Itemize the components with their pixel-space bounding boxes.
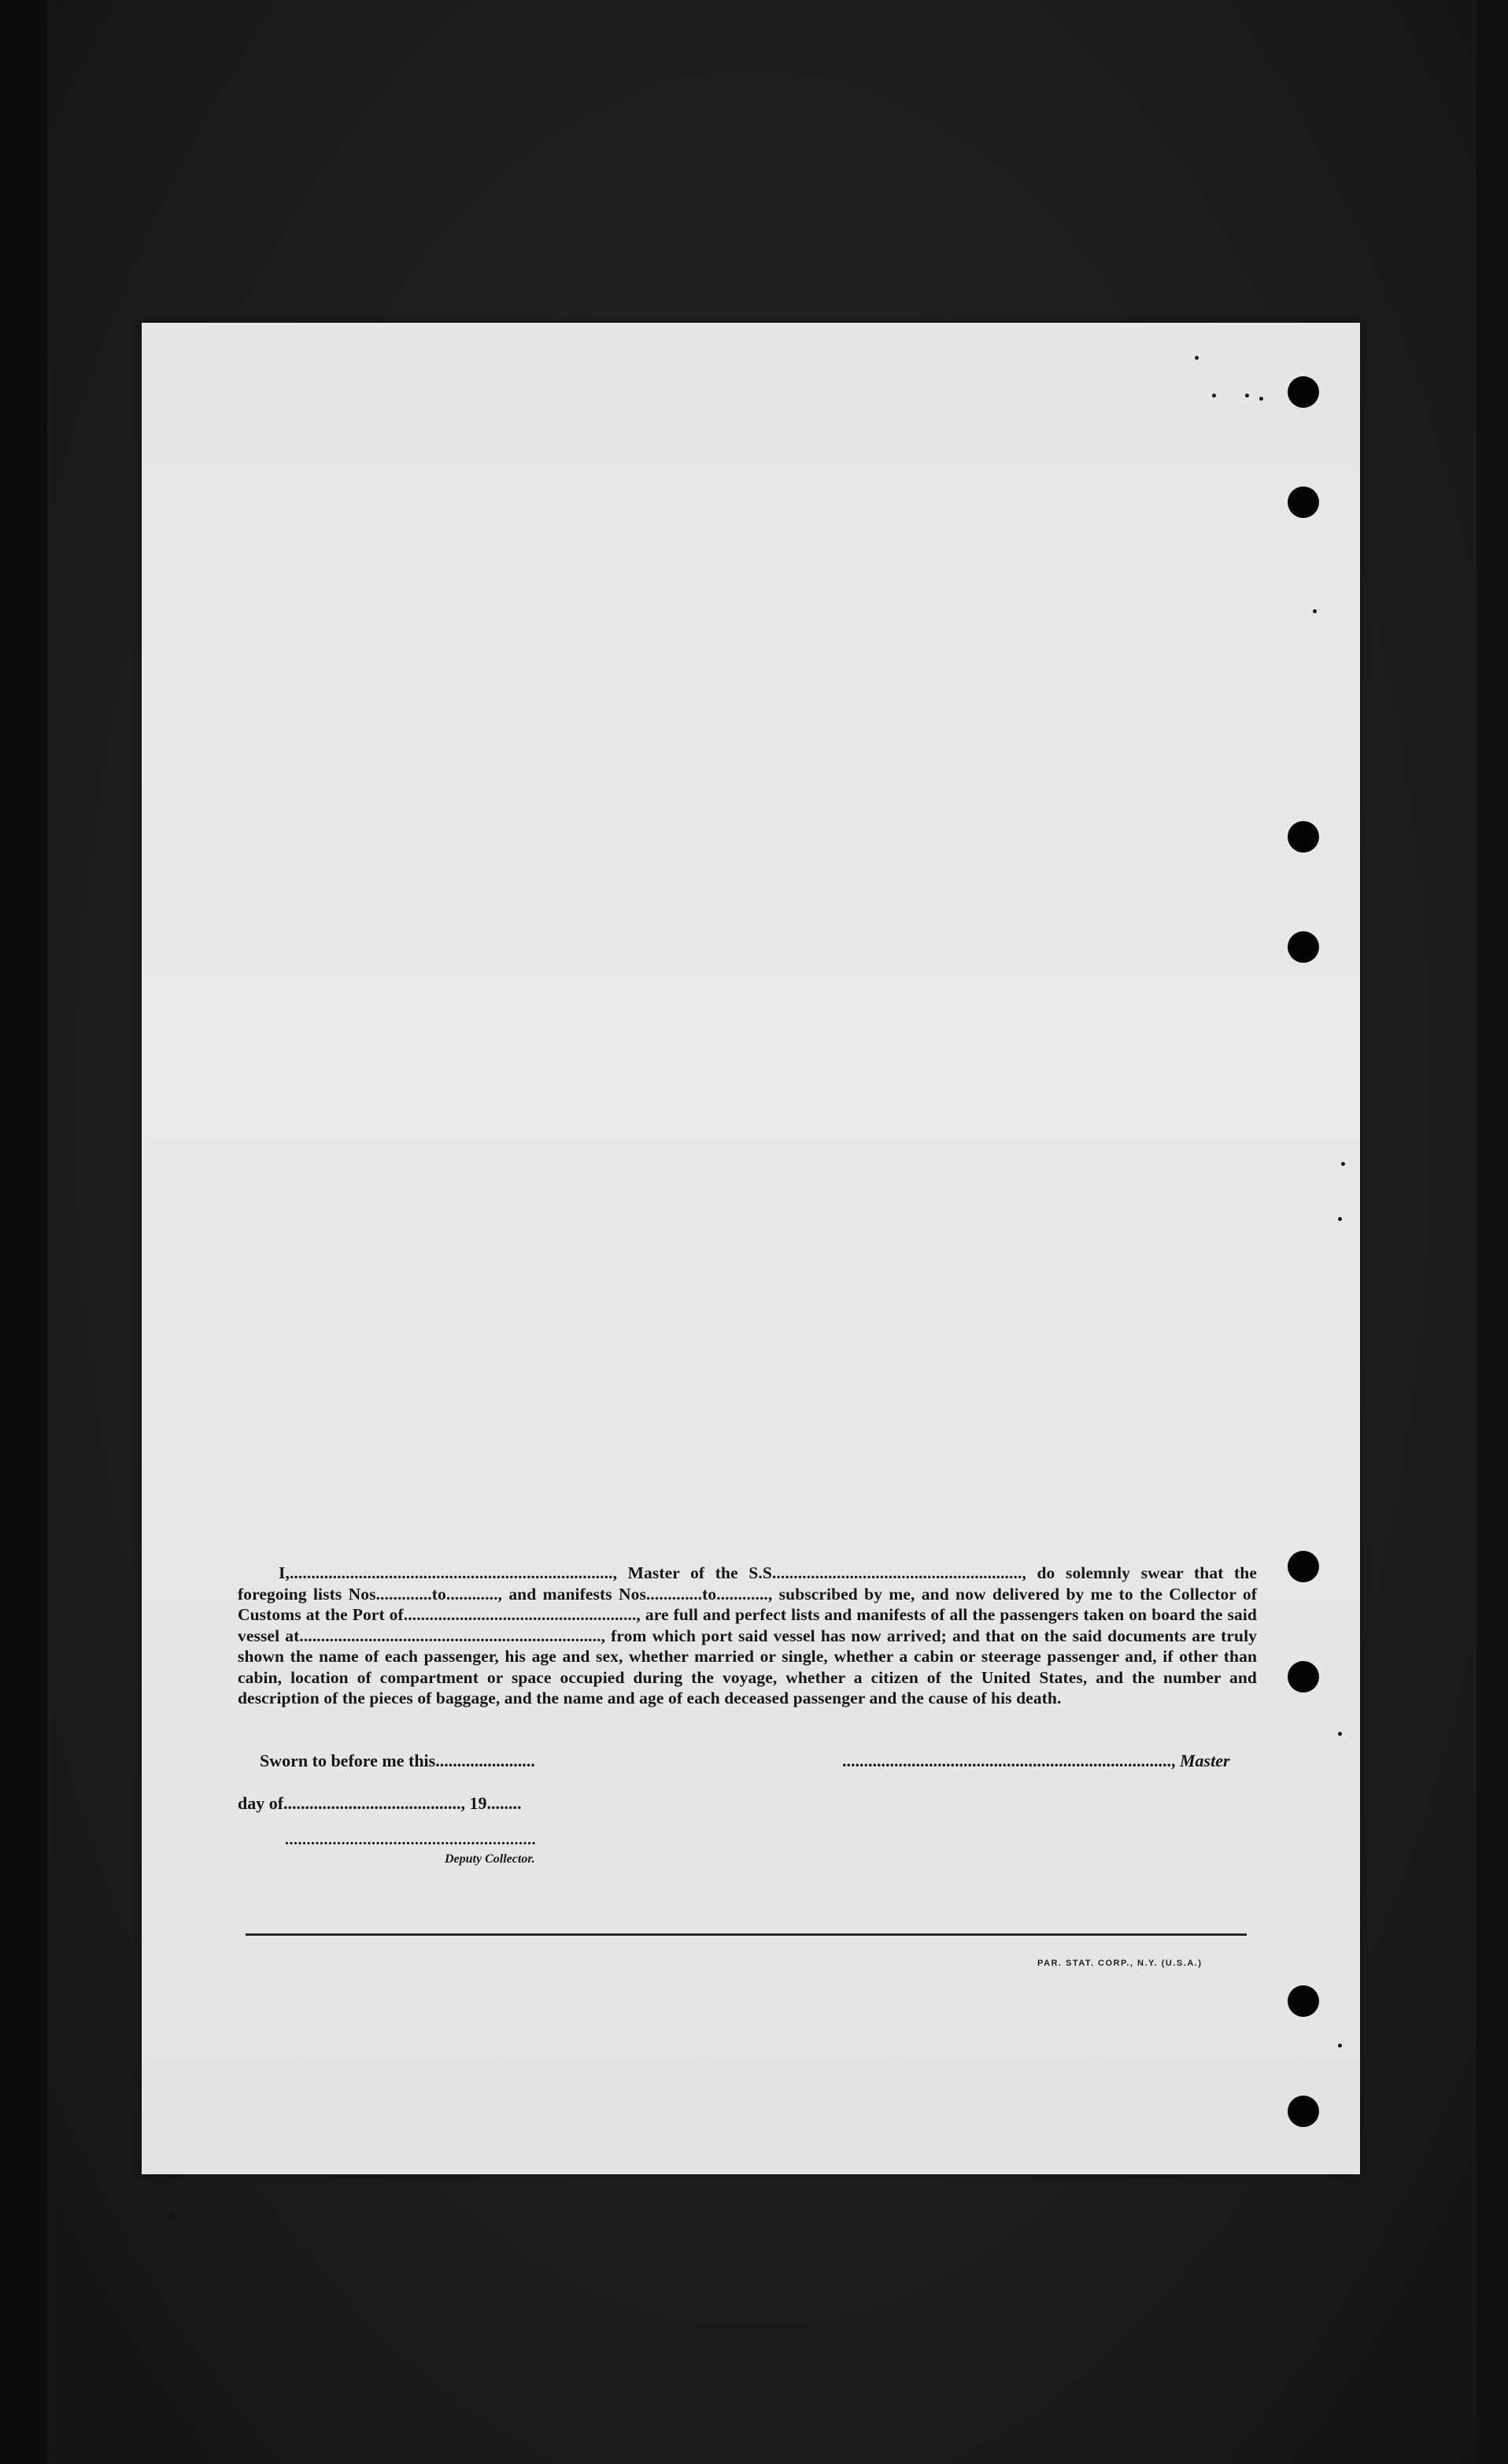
- master-signature-line: [842, 1751, 1230, 1771]
- dust-speck: [1338, 2044, 1342, 2048]
- film-edge-right: [1477, 0, 1508, 2464]
- punch-hole: [1288, 2096, 1319, 2127]
- deputy-collector-label: Deputy Collector.: [445, 1852, 535, 1866]
- master-oath-paragraph: I,..........................................................................., Master of the S.S.........................................................., do solemnly swear that the foregoing lists Nos.............to............, and manifests Nos.............to............, subscribed by me, and now delivered by me to the Collector of Customs at the Port of......................................................, are full and perfect lists and manifests of all the passengers taken on board the said vessel at......................................................................, from which port said vessel has now arrived; and that on the said documents are truly shown the name of each passenger, his age and sex, whether married or single, whether a cabin or steerage passenger and, if other than cabin, location of compartment or space occupied during the voyage, whether a citizen of the United States, and the number and description of the pieces of baggage, and the name and age of each deceased passenger and the cause of his death.: [238, 1563, 1257, 1707]
- dust-speck: [1338, 1217, 1342, 1221]
- dust-speck: [1338, 1732, 1342, 1736]
- film-edge-left: [0, 0, 47, 2464]
- dust-speck: [1195, 356, 1199, 360]
- punch-hole: [1288, 1661, 1319, 1693]
- printer-imprint: PAR. STAT. CORP., N.Y. (U.S.A.): [1037, 1959, 1203, 1968]
- dust-speck: [170, 2214, 174, 2218]
- punch-hole: [1288, 376, 1319, 408]
- dust-speck: [1259, 397, 1263, 401]
- punch-hole: [1288, 931, 1319, 963]
- punch-hole: [1288, 487, 1319, 518]
- punch-hole: [1288, 821, 1319, 853]
- deputy-signature-line: ..........................................................: [285, 1831, 536, 1848]
- manifest-page: [142, 323, 1360, 2174]
- dust-speck: [1341, 1162, 1345, 1166]
- punch-hole: [1288, 1551, 1319, 1582]
- dust-speck: [39, 431, 43, 435]
- horizontal-rule: [246, 1933, 1247, 1936]
- master-label: Master: [1180, 1751, 1230, 1770]
- dust-speck: [1245, 394, 1249, 398]
- dust-speck: [1313, 609, 1317, 613]
- day-of-line: day of........................................., 19........: [238, 1793, 522, 1813]
- punch-hole: [1288, 1985, 1319, 2017]
- dust-speck: [1212, 394, 1216, 398]
- master-signature-dots: ............................................................................,: [842, 1751, 1176, 1770]
- sworn-before-line: Sworn to before me this.......................: [260, 1751, 535, 1770]
